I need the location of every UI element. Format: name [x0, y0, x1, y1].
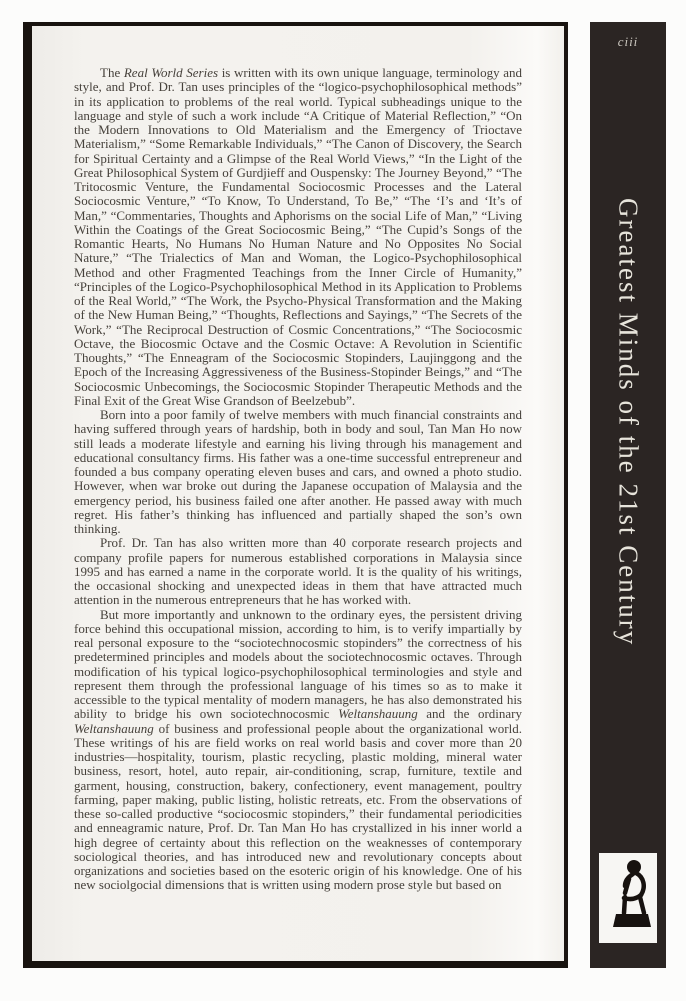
- text-run: and the ordinary: [417, 706, 522, 722]
- spine-title: Greatest Minds of the 21st Century: [613, 198, 644, 647]
- body-text: [74, 66, 522, 893]
- text-run: Born into a poor family of twelve members with much financial constraints and having suffered through years of hardship, both in body and soul, Tan Man Ho now still leads a moderate lifestyle and earning his living through his management and educational consultancy firms. His father was a one-time successful entrepreneur and founded a bus company operating eleven buses and cars, and owned a photo studio. However, when war broke out during the Japanese occupation of Malaysia and the emergency period, his business failed one after another. He passed away with much regret. His father’s thinking has influenced and partially shaped the son’s own thinking.: [74, 407, 522, 536]
- text-run: is written with its own unique language, terminology and style, and Prof. Dr. Tan uses principles of the “logico-psychophilosophical methods” in its application to problems of the real world. Typical subheadings unique to the language and style of such a work include “A Critique of Material Reflection,” “On the Modern Innovations to Old Materialism and the Emergency of Trioctave Materialism,” “Some Remarkable Individuals,” “The Canon of Discovery, the Search for Spiritual Certainty and a Glimpse of the Real World Views,” “In the Light of the Great Philosophical System of Gurdjieff and Ouspensky: The Journey Beyond,” “The Tritocosmic Venture, the Fundamental Sociocosmic Processes and the Lateral Sociocosmic Venture,” “To Know, To Understand, To Be,” “The ‘I’s and ‘It’s of Man,” “Commentaries, Thoughts and Aphorisms on the social Life of Man,” “Living Within the Coatings of the Great Sociocosmic Being,” “The Cupid’s Songs of the Romantic Hearts, No Humans No Human Nature and No Opposites No Social Nature,” “The Trialectics of Man and Woman, the Logico-Psychophilosophical Method and other Fragmented Teachings from the Inner Circle of Humanity,” “Principles of the Logico-Psychophilosophical Method in its Application to Problems of the Real World,” “The Work, the Psycho-Physical Transformation and the Making of the New Human Being,” “Thoughts, Reflections and Sayings,” “The Secrets of the Work,” “The Reciprocal Destruction of Cosmic Concentrations,” “The Sociocosmic Octave, the Biocosmic Octave and the Cosmic Octave: A Revolution in Scientific Thoughts,” “The Enneagram of the Sociocosmic Stopinders, Laujinggong and the Epoch of the Increasing Aggressiveness of the Business-Stopinder Beings,” and “The Sociocosmic Unbecomings, the Sociocosmic Stopinder Therapeutic Methods and the Final Exit of the Great Wise Grandson of Beelzebub”.: [74, 65, 522, 408]
- paragraph: [74, 536, 522, 607]
- book-page: [23, 22, 568, 968]
- paragraph: [74, 408, 522, 536]
- thinker-statue-icon: [603, 857, 653, 939]
- text-run: of business and professional people about the organizational world. These writings of his are field works on real world basis and cover more than 20 industries—hospitality, tourism, plastic recycling, plastic molding, mineral water business, resort, hotel, auto repair, air-conditioning, scrap, furniture, textile and garment, housing, construction, bakery, confectionery, event management, poultry farming, paper making, public listing, holistic retreats, etc. From the observations of these so-called productive “sociocosmic stopinders,” their fundamental periodicities and enneagramic nature, Prof. Dr. Tan Man Ho has crystallized in his inner world a high degree of certainty about this reflection on the weaknesses of contemporary sociological theories, and has introduced new and revolutionary concepts about organizations and societies based on the esoteric origin of his knowledge. One of his new sociolgocial dimensions that is written using modern prose style but based on: [74, 720, 522, 893]
- page-number: ciii: [617, 34, 639, 49]
- text-run: The: [100, 65, 124, 80]
- paragraph: [74, 66, 522, 408]
- italic-run: Real World Series: [123, 65, 219, 80]
- italic-run: Weltanshauung: [74, 720, 154, 736]
- text-run: But more importantly and unknown to the ordinary eyes, the persistent driving force behind this occupational mission, according to him, is to verify impartially by real personal exposure to the “sociotechnocosmic stopinders” the correctness of his predetermined principles and models about the sociotechnocosmic octaves. Through modification of his typical logico-psychophilosophical terminologies and style and represent them through the professional language of his times so as to make it accessible to the typical mentality of modern managers, he has also demonstrated his ability to bridge his own sociotechnocosmic: [74, 606, 522, 722]
- italic-run: Weltanshauung: [338, 706, 418, 722]
- text-run: Prof. Dr. Tan has also written more than 40 corporate research projects and company profile papers for numerous established corporations in Malaysia since 1995 and has earned a name in the corporate world. It is the quality of his writings, the occasional shocking and unexpected ideas in them that have attracted much attention in the numerous entrepreneurs that he has worked with.: [74, 535, 522, 608]
- thinker-logo-box: [599, 853, 657, 943]
- paragraph: [74, 608, 522, 893]
- spine-sidebar: [590, 22, 666, 968]
